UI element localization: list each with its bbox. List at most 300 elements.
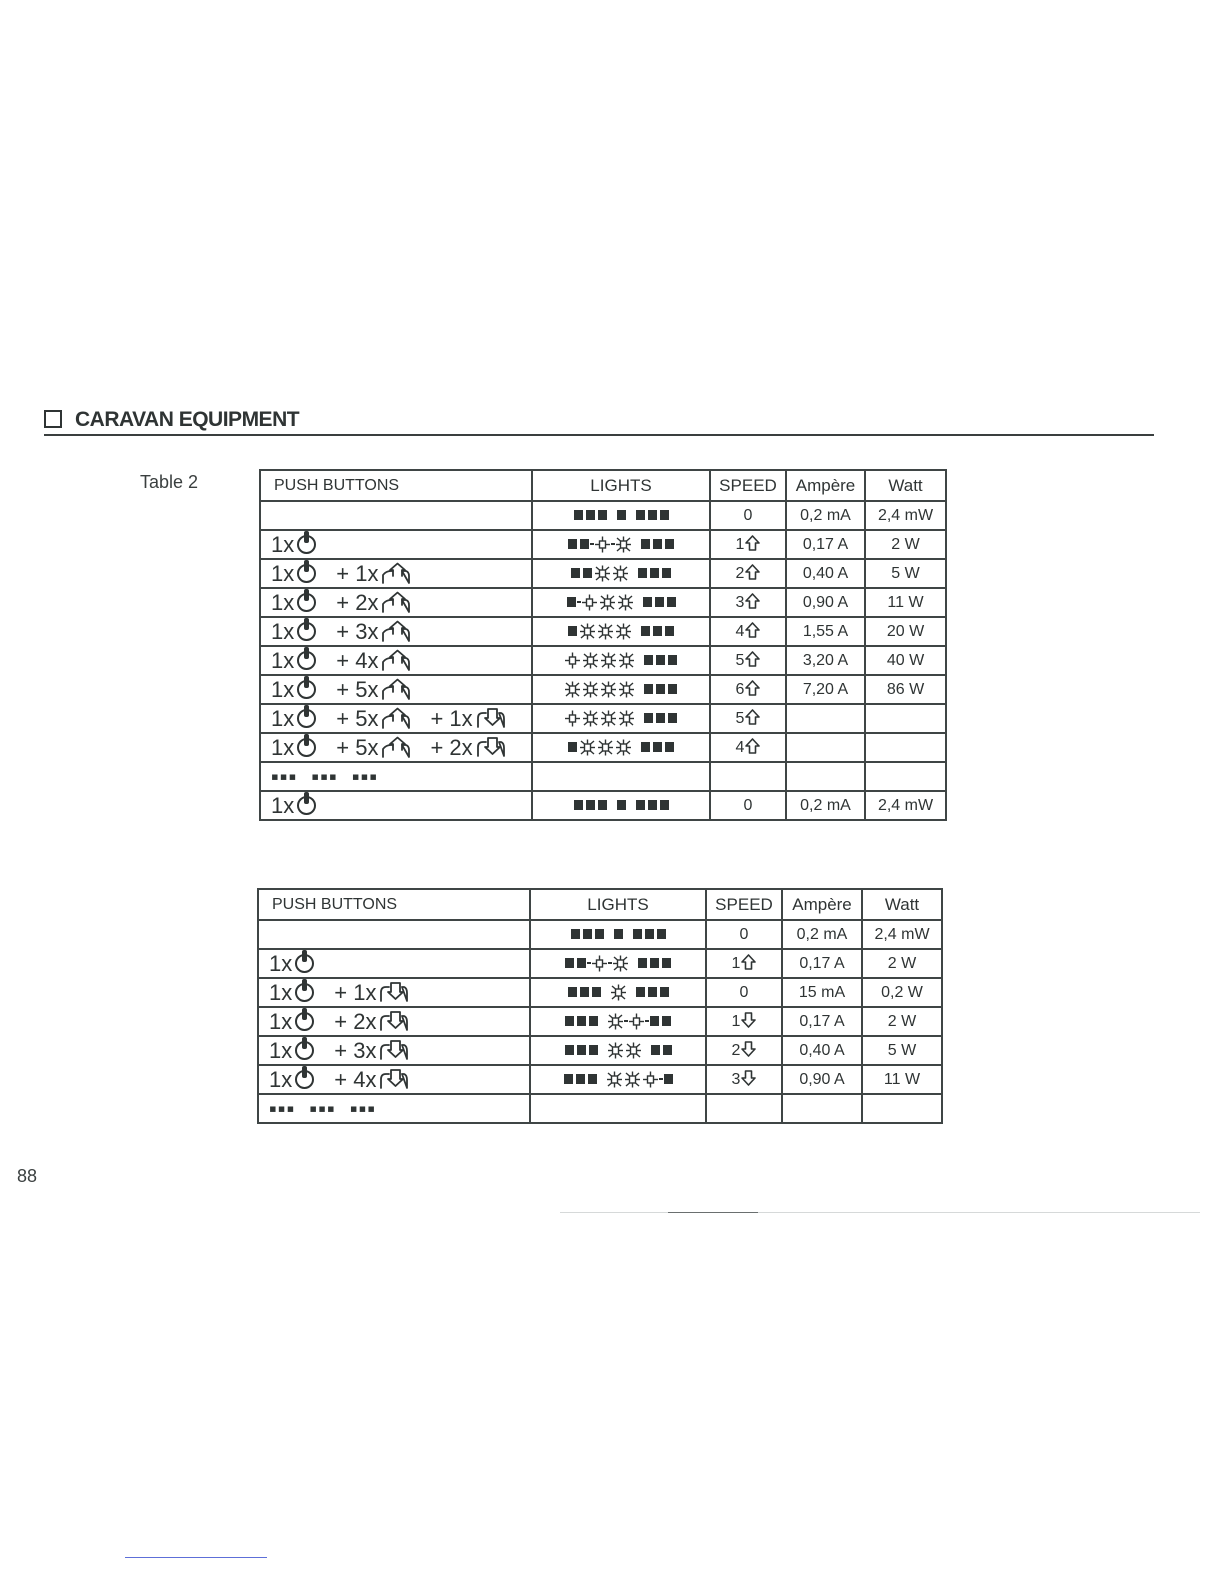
indicator-link <box>590 543 594 545</box>
indicator-off <box>580 539 589 549</box>
press-count: + 5x <box>336 705 379 731</box>
table-row <box>258 1007 942 1036</box>
indicator-off <box>592 987 601 997</box>
table-row <box>260 588 946 617</box>
arrow-down-icon <box>741 1012 756 1028</box>
indicator-off <box>650 568 659 578</box>
table-row <box>258 978 942 1007</box>
lamp-on-icon <box>618 594 633 611</box>
push-buttons-cell <box>258 1036 530 1065</box>
button-press <box>271 706 318 732</box>
speed-value: 5 <box>735 652 745 669</box>
indicator-off <box>662 958 671 968</box>
watt-cell: 11 W <box>865 588 946 617</box>
watt-cell: 86 W <box>865 675 946 704</box>
speed-value: 2 <box>735 565 745 582</box>
indicator-off <box>665 539 674 549</box>
power-button-icon <box>295 1070 314 1089</box>
press-count: + 2x <box>334 1008 377 1034</box>
ampere-cell: 0,17 A <box>782 1007 862 1036</box>
push-buttons-cell <box>258 1065 530 1094</box>
arrow-up-icon <box>745 738 760 754</box>
van-up-icon <box>380 620 412 644</box>
indicator-off <box>586 800 595 810</box>
watt-cell: 40 W <box>865 646 946 675</box>
speed-cell <box>710 530 786 559</box>
indicator-off <box>568 987 577 997</box>
press-count: 1x <box>269 1066 293 1092</box>
lights-cell <box>530 1065 706 1094</box>
header-ampere: Ampère <box>786 470 865 501</box>
indicator-link <box>659 1078 663 1080</box>
lights-cell <box>532 646 710 675</box>
press-count: 1x <box>269 950 293 976</box>
header-push-buttons: PUSH BUTTONS <box>260 470 532 501</box>
indicator-off <box>617 510 626 520</box>
header-push-buttons: PUSH BUTTONS <box>258 889 530 920</box>
van-up-icon <box>380 678 412 702</box>
lamp-on-icon <box>616 623 631 640</box>
power-button-icon <box>297 593 316 612</box>
indicator-off <box>641 539 650 549</box>
ellipsis-marker: ▪▪▪ <box>351 763 379 789</box>
header-ampere: Ampère <box>782 889 862 920</box>
lights-cell <box>530 1007 706 1036</box>
button-press <box>334 1009 410 1035</box>
button-press <box>336 619 412 645</box>
indicator-off <box>565 1016 574 1026</box>
indicator-off <box>663 1045 672 1055</box>
button-press <box>271 590 318 616</box>
lights-cell <box>532 617 710 646</box>
lamp-on-icon <box>607 1071 622 1088</box>
indicator-off <box>571 929 580 939</box>
indicator-off <box>564 1074 573 1084</box>
press-count: + 2x <box>430 734 473 760</box>
indicator-off <box>588 1074 597 1084</box>
power-button-icon <box>297 709 316 728</box>
lamp-on-icon <box>601 710 616 727</box>
footer-divider-accent <box>668 1212 758 1213</box>
indicator-off <box>644 713 653 723</box>
ampere-cell <box>786 704 865 733</box>
table-body <box>260 470 946 820</box>
lamp-on-icon <box>598 623 613 640</box>
indicator-off <box>648 510 657 520</box>
table-up-speeds <box>259 469 947 821</box>
arrow-down-icon <box>741 1070 756 1086</box>
ampere-cell: 0,2 mA <box>786 791 865 820</box>
indicator-off <box>577 958 586 968</box>
indicator-off <box>583 929 592 939</box>
indicator-off <box>657 929 666 939</box>
lamp-on-icon <box>626 1042 641 1059</box>
watt-cell <box>865 762 946 791</box>
speed-cell <box>710 675 786 704</box>
van-down-icon <box>378 1010 410 1034</box>
ampere-cell: 15 mA <box>782 978 862 1007</box>
table-row <box>258 1036 942 1065</box>
lights-cell <box>532 530 710 559</box>
ampere-cell: 0,17 A <box>782 949 862 978</box>
speed-value: 0 <box>743 506 753 524</box>
indicator-off <box>664 1074 673 1084</box>
indicator-off <box>641 626 650 636</box>
speed-cell <box>710 588 786 617</box>
arrow-up-icon <box>745 564 760 580</box>
lamp-off-icon <box>565 710 580 727</box>
indicator-link <box>587 962 591 964</box>
indicator-off <box>650 958 659 968</box>
table-row <box>260 646 946 675</box>
lights-cell <box>530 978 706 1007</box>
press-count: 1x <box>269 1037 293 1063</box>
speed-value: 0 <box>739 925 749 943</box>
ampere-cell: 0,90 A <box>782 1065 862 1094</box>
speed-cell <box>706 1094 782 1123</box>
arrow-up-icon <box>745 593 760 609</box>
push-buttons-cell <box>260 762 532 791</box>
power-button-icon <box>295 1041 314 1060</box>
press-count: 1x <box>271 792 295 818</box>
push-buttons-cell <box>260 704 532 733</box>
indicator-off <box>644 684 653 694</box>
speed-cell <box>706 949 782 978</box>
press-count: 1x <box>271 647 295 673</box>
speed-value: 2 <box>731 1042 741 1059</box>
lamp-on-icon <box>619 681 634 698</box>
lights-pattern <box>568 984 669 1001</box>
speed-cell <box>706 1036 782 1065</box>
table-row <box>258 920 942 949</box>
speed-cell <box>710 559 786 588</box>
watt-cell: 20 W <box>865 617 946 646</box>
ampere-cell <box>786 762 865 791</box>
lights-pattern <box>567 594 676 611</box>
lights-pattern <box>565 652 677 669</box>
lights-cell <box>530 920 706 949</box>
speed-cell <box>710 733 786 762</box>
lamp-off-icon <box>592 955 607 972</box>
lamp-on-icon <box>583 681 598 698</box>
indicator-off <box>643 597 652 607</box>
lights-pattern <box>564 1071 673 1088</box>
watt-cell: 0,2 W <box>862 978 942 1007</box>
section-title: CARAVAN EQUIPMENT <box>75 408 300 431</box>
indicator-link <box>577 601 581 603</box>
speed-value: 1 <box>731 1013 741 1030</box>
header-lights: LIGHTS <box>532 470 710 501</box>
indicator-link <box>611 543 615 545</box>
indicator-off <box>638 568 647 578</box>
power-button-icon <box>295 954 314 973</box>
push-buttons-cell <box>258 978 530 1007</box>
indicator-off <box>636 510 645 520</box>
table-row <box>258 949 942 978</box>
button-press <box>271 648 318 674</box>
table-down-speeds <box>257 888 943 1124</box>
lights-pattern <box>565 710 677 727</box>
power-button-icon <box>297 622 316 641</box>
ellipsis-marker: ▪▪▪ <box>271 763 298 789</box>
van-down-icon <box>378 981 410 1005</box>
button-press <box>336 677 412 703</box>
speed-cell <box>710 646 786 675</box>
press-count: + 2x <box>336 589 379 615</box>
indicator-off <box>576 1074 585 1084</box>
button-press <box>269 980 316 1006</box>
indicator-off <box>568 742 577 752</box>
table-row <box>260 501 946 530</box>
indicator-off <box>636 987 645 997</box>
button-press <box>336 561 412 587</box>
button-press <box>269 1038 316 1064</box>
ampere-cell: 0,40 A <box>782 1036 862 1065</box>
power-button-icon <box>297 738 316 757</box>
header-speed: SPEED <box>706 889 782 920</box>
lights-pattern <box>565 955 671 972</box>
push-buttons-cell <box>260 617 532 646</box>
lamp-on-icon <box>608 1013 623 1030</box>
speed-cell <box>706 1065 782 1094</box>
lights-pattern <box>568 739 674 756</box>
ellipsis-marker: ▪▪▪ <box>311 763 338 789</box>
lights-cell <box>532 791 710 820</box>
press-count: + 3x <box>336 618 379 644</box>
speed-value: 1 <box>735 536 745 553</box>
indicator-off <box>656 684 665 694</box>
speed-cell <box>710 762 786 791</box>
lamp-on-icon <box>600 594 615 611</box>
press-count: + 1x <box>334 979 377 1005</box>
indicator-off <box>668 684 677 694</box>
indicator-off <box>653 539 662 549</box>
lamp-off-icon <box>565 652 580 669</box>
indicator-off <box>650 1016 659 1026</box>
press-count: 1x <box>271 676 295 702</box>
button-press <box>271 677 318 703</box>
table-row <box>260 530 946 559</box>
press-count: 1x <box>269 1008 293 1034</box>
button-press <box>336 706 412 732</box>
van-up-icon <box>380 736 412 760</box>
indicator-off <box>577 1016 586 1026</box>
indicator-off <box>651 1045 660 1055</box>
watt-cell <box>862 1094 942 1123</box>
lights-pattern <box>574 510 669 520</box>
indicator-off <box>577 1045 586 1055</box>
lamp-on-icon <box>616 739 631 756</box>
van-down-icon <box>378 1068 410 1092</box>
watt-cell: 2,4 mW <box>862 920 942 949</box>
indicator-off <box>580 987 589 997</box>
lights-pattern <box>571 565 671 582</box>
indicator-off <box>589 1045 598 1055</box>
lamp-off-icon <box>629 1013 644 1030</box>
lights-cell <box>532 501 710 530</box>
header-lights: LIGHTS <box>530 889 706 920</box>
push-buttons-cell <box>260 733 532 762</box>
button-press <box>271 532 318 558</box>
lights-pattern <box>568 536 674 553</box>
header-row <box>260 470 946 501</box>
van-up-icon <box>380 591 412 615</box>
header-row <box>258 889 942 920</box>
indicator-off <box>598 800 607 810</box>
push-buttons-cell <box>260 559 532 588</box>
speed-cell <box>710 501 786 530</box>
indicator-off <box>660 987 669 997</box>
speed-value: 4 <box>735 739 745 756</box>
section-header <box>44 408 1154 436</box>
push-buttons-cell <box>260 588 532 617</box>
indicator-off <box>648 987 657 997</box>
watt-cell: 2 W <box>862 949 942 978</box>
lamp-on-icon <box>608 1042 623 1059</box>
watt-cell: 11 W <box>862 1065 942 1094</box>
table-row <box>260 559 946 588</box>
press-count: 1x <box>269 979 293 1005</box>
lamp-on-icon <box>619 710 634 727</box>
lamp-on-icon <box>619 652 634 669</box>
ellipsis-marker: ▪▪▪ <box>309 1095 336 1121</box>
push-buttons-cell <box>260 501 532 530</box>
ellipsis-marker: ▪▪▪ <box>269 1095 296 1121</box>
press-count: + 3x <box>334 1037 377 1063</box>
header-watt: Watt <box>862 889 942 920</box>
speed-cell <box>706 920 782 949</box>
lights-pattern <box>571 929 666 939</box>
watt-cell <box>865 733 946 762</box>
watt-cell: 5 W <box>865 559 946 588</box>
indicator-off <box>614 929 623 939</box>
header-watt: Watt <box>865 470 946 501</box>
ampere-cell: 1,55 A <box>786 617 865 646</box>
indicator-link <box>645 1020 649 1022</box>
indicator-off <box>567 597 576 607</box>
lamp-off-icon <box>582 594 597 611</box>
indicator-off <box>568 626 577 636</box>
speed-value: 6 <box>735 681 745 698</box>
indicator-off <box>655 597 664 607</box>
indicator-off <box>668 713 677 723</box>
lights-cell <box>532 559 710 588</box>
lights-pattern <box>574 800 669 810</box>
arrow-up-icon <box>745 535 760 551</box>
ampere-cell: 0,2 mA <box>782 920 862 949</box>
indicator-off <box>638 958 647 968</box>
push-buttons-cell <box>260 791 532 820</box>
speed-value: 1 <box>731 955 741 972</box>
checkbox-square-icon <box>44 410 62 428</box>
lamp-off-icon <box>643 1071 658 1088</box>
indicator-off <box>598 510 607 520</box>
table-row <box>260 617 946 646</box>
lights-pattern <box>565 1013 671 1030</box>
press-count: 1x <box>271 589 295 615</box>
lights-cell <box>530 949 706 978</box>
button-press <box>336 735 412 761</box>
button-press <box>271 793 318 819</box>
table-row <box>260 762 946 791</box>
table-row <box>258 1094 942 1123</box>
indicator-off <box>589 1016 598 1026</box>
table-row <box>260 791 946 820</box>
speed-cell <box>706 978 782 1007</box>
power-button-icon <box>297 564 316 583</box>
lamp-on-icon <box>616 536 631 553</box>
push-buttons-cell <box>258 1094 530 1123</box>
indicator-off <box>662 1016 671 1026</box>
indicator-off <box>571 568 580 578</box>
press-count: + 5x <box>336 676 379 702</box>
press-count: + 5x <box>336 734 379 760</box>
lights-cell <box>532 762 710 791</box>
indicator-off <box>644 655 653 665</box>
footer-divider <box>560 1212 1200 1213</box>
button-press <box>269 951 316 977</box>
arrow-up-icon <box>745 622 760 638</box>
indicator-off <box>583 568 592 578</box>
table-row <box>260 733 946 762</box>
indicator-link <box>624 1020 628 1022</box>
indicator-off <box>656 713 665 723</box>
indicator-off <box>656 655 665 665</box>
ampere-cell: 0,40 A <box>786 559 865 588</box>
button-press <box>336 648 412 674</box>
power-button-icon <box>297 680 316 699</box>
indicator-off <box>565 1045 574 1055</box>
lamp-on-icon <box>601 681 616 698</box>
watt-cell: 2,4 mW <box>865 501 946 530</box>
power-button-icon <box>297 796 316 815</box>
indicator-off <box>648 800 657 810</box>
lamp-on-icon <box>611 984 626 1001</box>
lights-pattern <box>568 623 674 640</box>
power-button-icon <box>295 1012 314 1031</box>
indicator-off <box>665 742 674 752</box>
indicator-off <box>568 539 577 549</box>
indicator-off <box>660 800 669 810</box>
push-buttons-cell <box>258 1007 530 1036</box>
link-underline <box>125 1557 267 1558</box>
table-body <box>258 889 942 1123</box>
speed-value: 3 <box>735 594 745 611</box>
lights-pattern <box>565 681 677 698</box>
ampere-cell: 3,20 A <box>786 646 865 675</box>
watt-cell <box>865 704 946 733</box>
speed-value: 4 <box>735 623 745 640</box>
indicator-link <box>608 962 612 964</box>
lamp-on-icon <box>613 955 628 972</box>
ampere-cell: 0,17 A <box>786 530 865 559</box>
ampere-cell: 0,90 A <box>786 588 865 617</box>
button-press <box>336 590 412 616</box>
speed-value: 3 <box>731 1071 741 1088</box>
watt-cell: 2 W <box>862 1007 942 1036</box>
lamp-on-icon <box>613 565 628 582</box>
press-count: 1x <box>271 618 295 644</box>
power-button-icon <box>297 651 316 670</box>
push-buttons-cell <box>260 530 532 559</box>
lights-cell <box>530 1036 706 1065</box>
ellipsis-marker: ▪▪▪ <box>349 1095 377 1121</box>
indicator-off <box>574 510 583 520</box>
power-button-icon <box>297 535 316 554</box>
arrow-up-icon <box>745 709 760 725</box>
van-up-icon <box>380 707 412 731</box>
indicator-off <box>653 742 662 752</box>
